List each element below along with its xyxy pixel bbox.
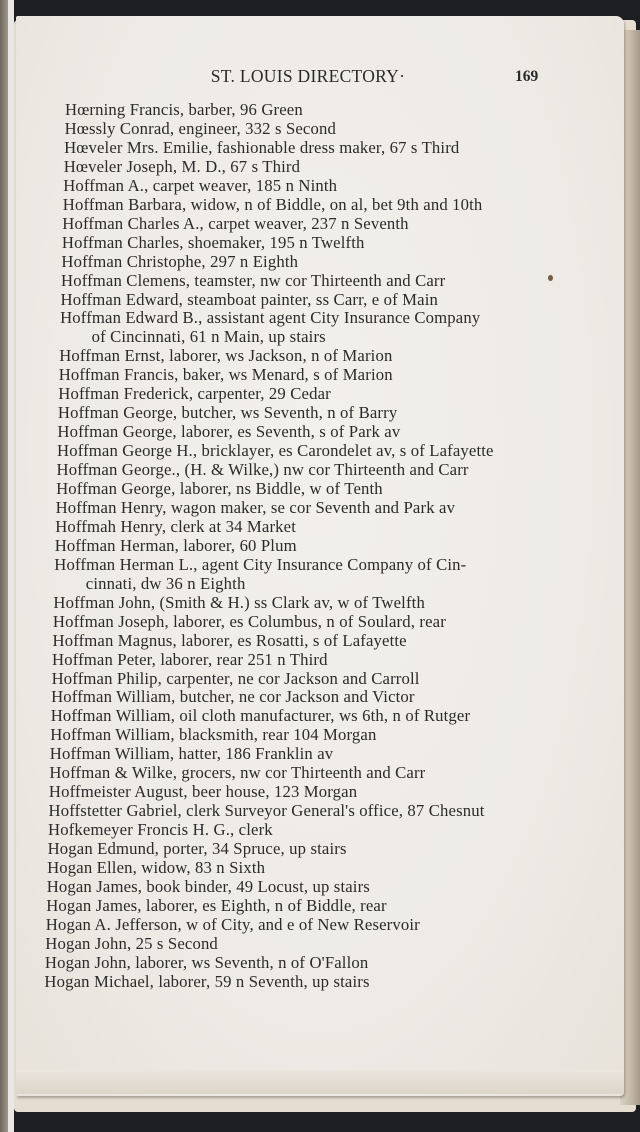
- directory-entry: Hoffstetter Gabriel, clerk Surveyor General's office, 87 Chesnut: [48, 801, 485, 821]
- directory-entry: Hoffman Ernst, laborer, ws Jackson, n of Marion: [59, 346, 393, 366]
- directory-entry: Hogan Michael, laborer, 59 n Seventh, up stairs: [44, 971, 370, 991]
- directory-entry: Hœveler Mrs. Emilie, fashionable dress maker, 67 s Third: [64, 137, 460, 157]
- ink-spot: [548, 275, 553, 281]
- directory-entry: Hogan James, laborer, es Eighth, n of Biddle, rear: [46, 895, 387, 915]
- directory-entry: Hoffman William, oil cloth manufacturer, ws 6th, n of Rutger: [50, 706, 471, 726]
- directory-entry: Hoffman Charles A., carpet weaver, 237 n Seventh: [62, 213, 409, 233]
- directory-entry: Hoffman William, butcher, ne cor Jackson and Victor: [51, 687, 415, 707]
- directory-entry: Hoffman George, laborer, es Seventh, s of Park av: [57, 422, 401, 442]
- directory-entry: Hoffman Edward, steamboat painter, ss Carr, e of Main: [60, 289, 438, 309]
- directory-entry: Hoffman Magnus, laborer, es Rosatti, s of Lafayette: [52, 630, 407, 650]
- directory-entry: Hoffman Charles, shoemaker, 195 n Twelfth: [61, 232, 365, 252]
- directory-entry: Hoffman Herman, laborer, 60 Plum: [54, 535, 297, 555]
- directory-entry: Hoffmah Henry, clerk at 34 Market: [55, 516, 296, 536]
- directory-entry: Hoffman Barbara, widow, n of Biddle, on al, bet 9th and 10th: [62, 194, 483, 214]
- directory-entry: Hoffman Philip, carpenter, ne cor Jackson and Carroll: [51, 668, 420, 688]
- directory-entry: Hoffman Henry, wagon maker, se cor Seventh and Park av: [55, 497, 456, 517]
- directory-entry: Hoffman John, (Smith & H.) ss Clark av, w of Twelfth: [53, 592, 425, 612]
- directory-entry: Hœrning Francis, barber, 96 Green: [65, 100, 303, 119]
- directory-entry: Hoffman George, butcher, ws Seventh, n of Barry: [57, 403, 398, 423]
- page-bottom-edge: [16, 1070, 624, 1094]
- directory-entry: Hogan Edmund, porter, 34 Spruce, up stairs: [47, 839, 347, 858]
- page-number: 169: [515, 68, 539, 85]
- directory-entry: Hoffman Clemens, teamster, nw cor Thirteenth and Carr: [61, 270, 446, 290]
- running-head: ST. LOUIS DIRECTORY·: [210, 66, 406, 86]
- directory-entry: Hoffman Edward B., assistant agent City Insurance Company: [60, 308, 481, 328]
- directory-entry: Hoffman Herman L., agent City Insurance Company of Cin-: [54, 554, 467, 574]
- page-header: [0, 66, 640, 90]
- directory-entry: Hoffman & Wilke, grocers, nw cor Thirteenth and Carr: [49, 763, 426, 783]
- directory-entry: Hoffman William, hatter, 186 Franklin av: [49, 744, 334, 764]
- directory-entry: Hœveler Joseph, M. D., 67 s Third: [63, 156, 301, 176]
- directory-entry: Hoffmeister August, beer house, 123 Morgan: [48, 782, 358, 802]
- directory-entry: Hoffman Christophe, 297 n Eighth: [61, 251, 299, 271]
- directory-entry: Hofkemeyer Froncis H. G., clerk: [48, 820, 273, 840]
- directory-entry: Hogan A. Jefferson, w of City, and e of New Reservoir: [45, 914, 420, 934]
- directory-entry: Hogan James, book binder, 49 Locust, up stairs: [46, 876, 370, 896]
- directory-entry: Hoffman George., (H. & Wilke,) nw cor Thirteenth and Carr: [56, 460, 469, 480]
- directory-entry: Hoffman George, laborer, ns Biddle, w of Tenth: [56, 479, 383, 498]
- directory-entry: Hœssly Conrad, engineer, 332 s Second: [64, 118, 336, 138]
- directory-entry: Hoffman George H., bricklayer, es Carondelet av, s of Lafayette: [57, 441, 494, 461]
- entry-continuation: cinnati, dw 36 n Eighth: [85, 573, 246, 593]
- directory-entry: Hoffman A., carpet weaver, 185 n Ninth: [63, 175, 338, 195]
- directory-entry: Hoffman William, blacksmith, rear 104 Morgan: [50, 725, 377, 745]
- entry-continuation: of Cincinnati, 61 n Main, up stairs: [91, 327, 326, 347]
- directory-entry: Hoffman Joseph, laborer, es Columbus, n of Soulard, rear: [52, 611, 446, 631]
- directory-entry: Hoffman Francis, baker, ws Menard, s of Marion: [58, 365, 393, 385]
- directory-entry: Hoffman Peter, laborer, rear 251 n Third: [52, 649, 328, 669]
- directory-entry: Hoffman Frederick, carpenter, 29 Cedar: [58, 384, 331, 404]
- directory-entry: Hogan Ellen, widow, 83 n Sixth: [47, 858, 266, 877]
- directory-entry: Hogan John, 25 s Second: [45, 933, 218, 953]
- directory-entry: Hogan John, laborer, ws Seventh, n of O'Fallon: [44, 952, 369, 972]
